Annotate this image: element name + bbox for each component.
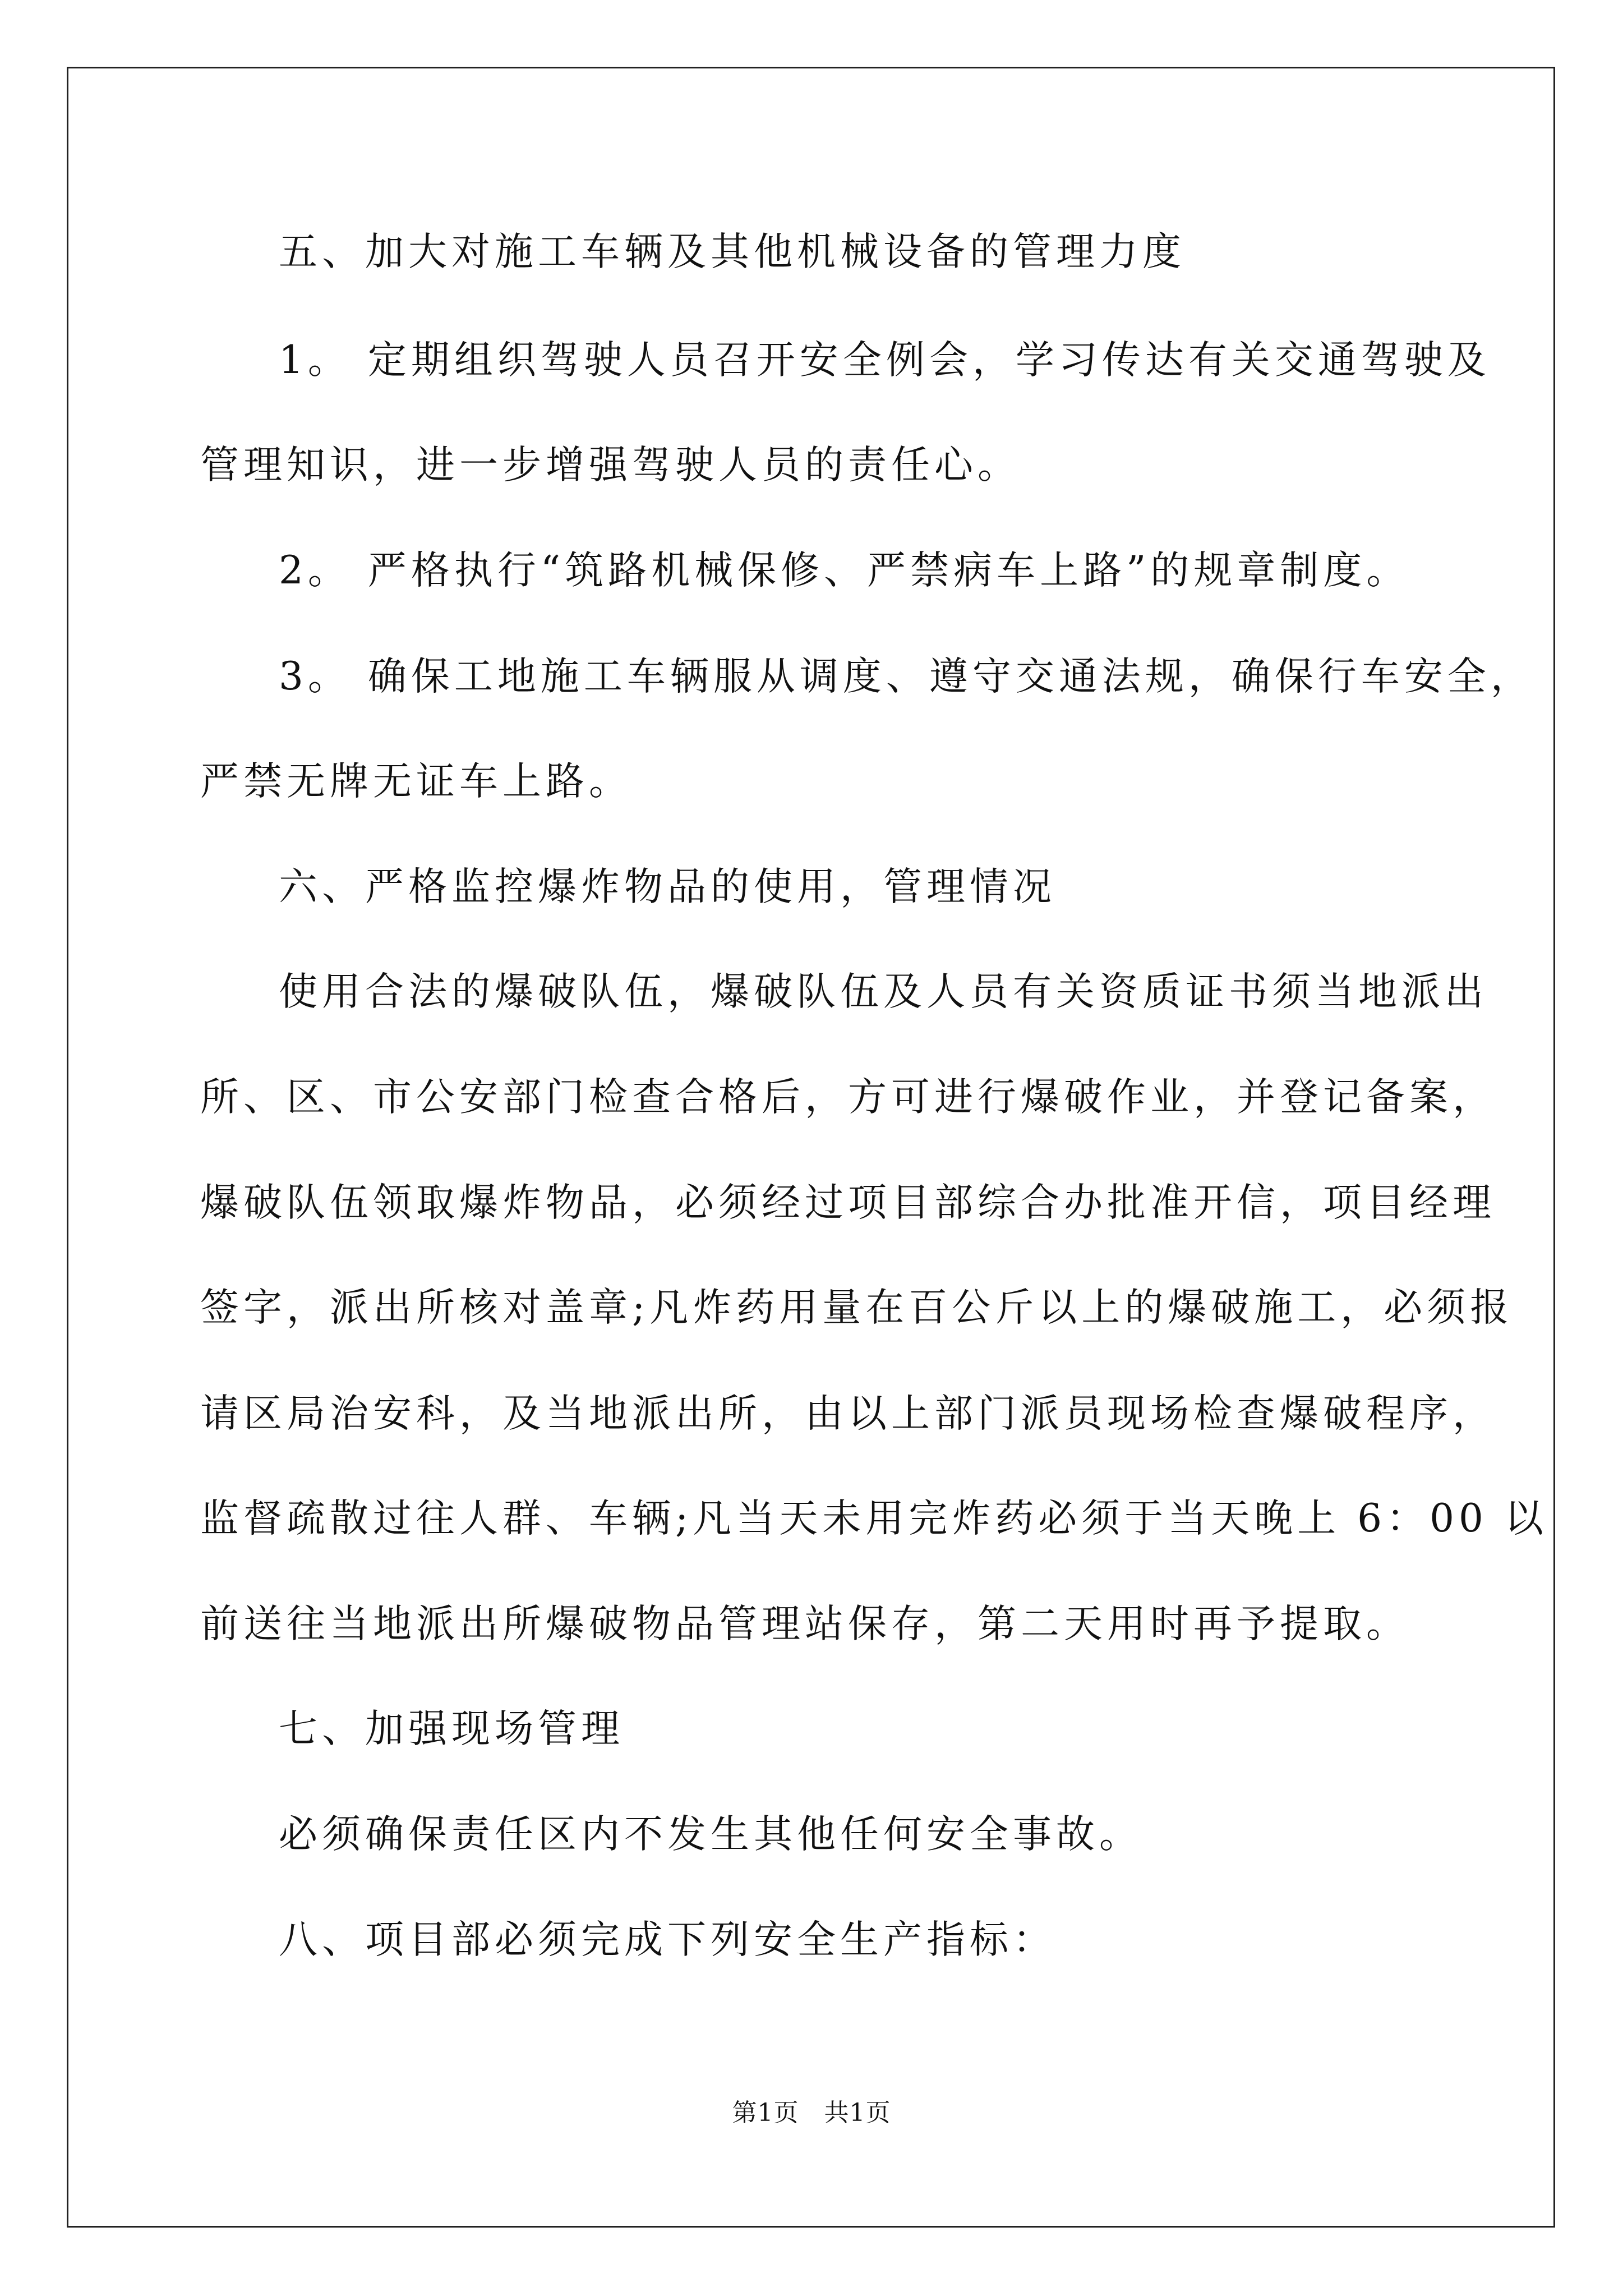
paragraph-line: 2。 严格执行“筑路机械保修、严禁病车上路”的规章制度。 xyxy=(279,548,1410,593)
paragraph-line: 签字，派出所核对盖章;凡炸药用量在百公斤以上的爆破施工，必须报 xyxy=(200,1285,1514,1330)
paragraph-line: 请区局治安科，及当地派出所，由以上部门派员现场检查爆破程序， xyxy=(200,1391,1496,1436)
paragraph-line: 1。 定期组织驾驶人员召开安全例会，学习传达有关交通驾驶及 xyxy=(279,338,1491,383)
paragraph-line: 使用合法的爆破队伍，爆破队伍及人员有关资质证书须当地派出 xyxy=(279,969,1488,1014)
section-heading-8: 八、项目部必须完成下列安全生产指标： xyxy=(279,1917,1056,1962)
section-heading-5: 五、加大对施工车辆及其他机械设备的管理力度 xyxy=(279,229,1186,274)
page-border xyxy=(67,67,1555,2228)
paragraph-line: 前送往当地派出所爆破物品管理站保存，第二天用时再予提取。 xyxy=(200,1602,1409,1646)
paragraph-line: 监督疏散过往人群、车辆;凡当天未用完炸药必须于当天晚上 6：00 以 xyxy=(200,1496,1548,1541)
section-heading-7: 七、加强现场管理 xyxy=(279,1706,624,1751)
section-heading-6: 六、严格监控爆炸物品的使用，管理情况 xyxy=(279,864,1056,909)
paragraph-line: 爆破队伍领取爆炸物品，必须经过项目部综合办批准开信，项目经理 xyxy=(200,1180,1496,1225)
paragraph-line: 3。 确保工地施工车辆服从调度、遵守交通法规，确保行车安全， xyxy=(279,654,1534,699)
paragraph-line: 所、区、市公安部门检查合格后，方可进行爆破作业，并登记备案， xyxy=(200,1075,1496,1120)
paragraph-line: 严禁无牌无证车上路。 xyxy=(200,759,632,804)
page-footer: 第1页 共1页 xyxy=(732,2099,891,2127)
paragraph-line: 必须确保责任区内不发生其他任何安全事故。 xyxy=(279,1812,1142,1857)
paragraph-line: 管理知识，进一步增强驾驶人员的责任心。 xyxy=(200,443,1021,487)
